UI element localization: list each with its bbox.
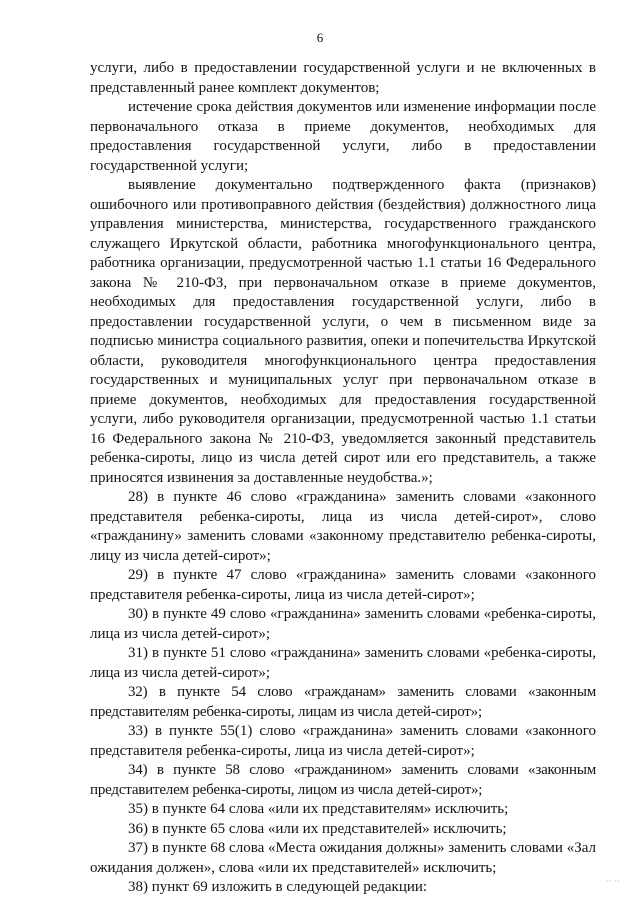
paragraph-item-30: 30) в пункте 49 слово «гражданина» заменить словами «ребенка-сироты, лица из числа детей-сирот»; [90, 606, 596, 642]
scan-artifact-mark: ·· ·· [605, 877, 620, 887]
paragraph-error-detection: выявление документально подтвержденного факта (признаков) ошибочного или противоправного действия (бездействия) должностного лица управления министерства, министерства, государственного гражданского служащего Иркутской области, работника многофункционального центра, работника организации, предусмотренной частью 1.1 статьи 16 Федерального закона № 210-ФЗ, при первоначальном отказе в приеме документов, необходимых для предоставления государственной услуги, либо в предоставлении государственной услуги, о чем в письменном виде за подписью министра социального развития, опеки и попечительства Иркутской области, руководителя многофункционального центра предоставления государственных и муниципальных услуг при первоначальном отказе в приеме документов, необходимых для предоставления государственной услуги, либо руководителя организации, предусмотренной частью 1.1 статьи 16 Федерального закона № 210-ФЗ, уведомляется законный представитель ребенка-сироты, лицо из числа детей сирот или его представитель, а также приносятся извинения за доставленные неудобства.»; [90, 177, 596, 486]
paragraph-continuation: услуги, либо в предоставлении государственной услуги и не включенных в представленный ранее комплект документов; [90, 60, 596, 96]
paragraph-item-32: 32) в пункте 54 слово «гражданам» заменить словами «законным представителям ребенка-сироты, лицам из числа детей-сирот»; [90, 684, 596, 720]
paragraph-item-28: 28) в пункте 46 слово «гражданина» заменить словами «законного представителя ребенка-сироты, лица из числа детей-сирот», слово «гражданину» заменить словами «законному представителю ребенка-сироты, лицу из числа детей-сирот»; [90, 489, 596, 564]
paragraph-item-29: 29) в пункте 47 слово «гражданина» заменить словами «законного представителя ребенка-сироты, лица из числа детей-сирот»; [90, 567, 596, 603]
page-number: 6 [316, 30, 324, 45]
paragraph-document-expiry: истечение срока действия документов или изменение информации после первоначального отказа в приеме документов, необходимых для предоставления государственной услуги, либо в предоставлении государственной услуги; [90, 99, 596, 174]
paragraph-item-34: 34) в пункте 58 слово «гражданином» заменить словами «законным представителем ребенка-сироты, лицом из числа детей-сирот»; [90, 762, 596, 798]
paragraph-item-37: 37) в пункте 68 слова «Места ожидания должны» заменить словами «Зал ожидания должен», слова «или их представителей» исключить; [90, 840, 596, 876]
paragraph-item-35: 35) в пункте 64 слова «или их представителям» исключить; [128, 801, 509, 817]
paragraph-item-36: 36) в пункте 65 слова «или их представителей» исключить; [128, 820, 507, 837]
paragraph-item-31: 31) в пункте 51 слово «гражданина» заменить словами «ребенка-сироты, лица из числа детей-сирот»; [90, 645, 596, 681]
paragraph-item-33: 33) в пункте 55(1) слово «гражданина» заменить словами «законного представителя ребенка-сироты, лица из числа детей-сирот»; [90, 723, 596, 759]
paragraph-item-38: 38) пункт 69 изложить в следующей редакции: [128, 879, 428, 895]
document-body [90, 59, 596, 898]
